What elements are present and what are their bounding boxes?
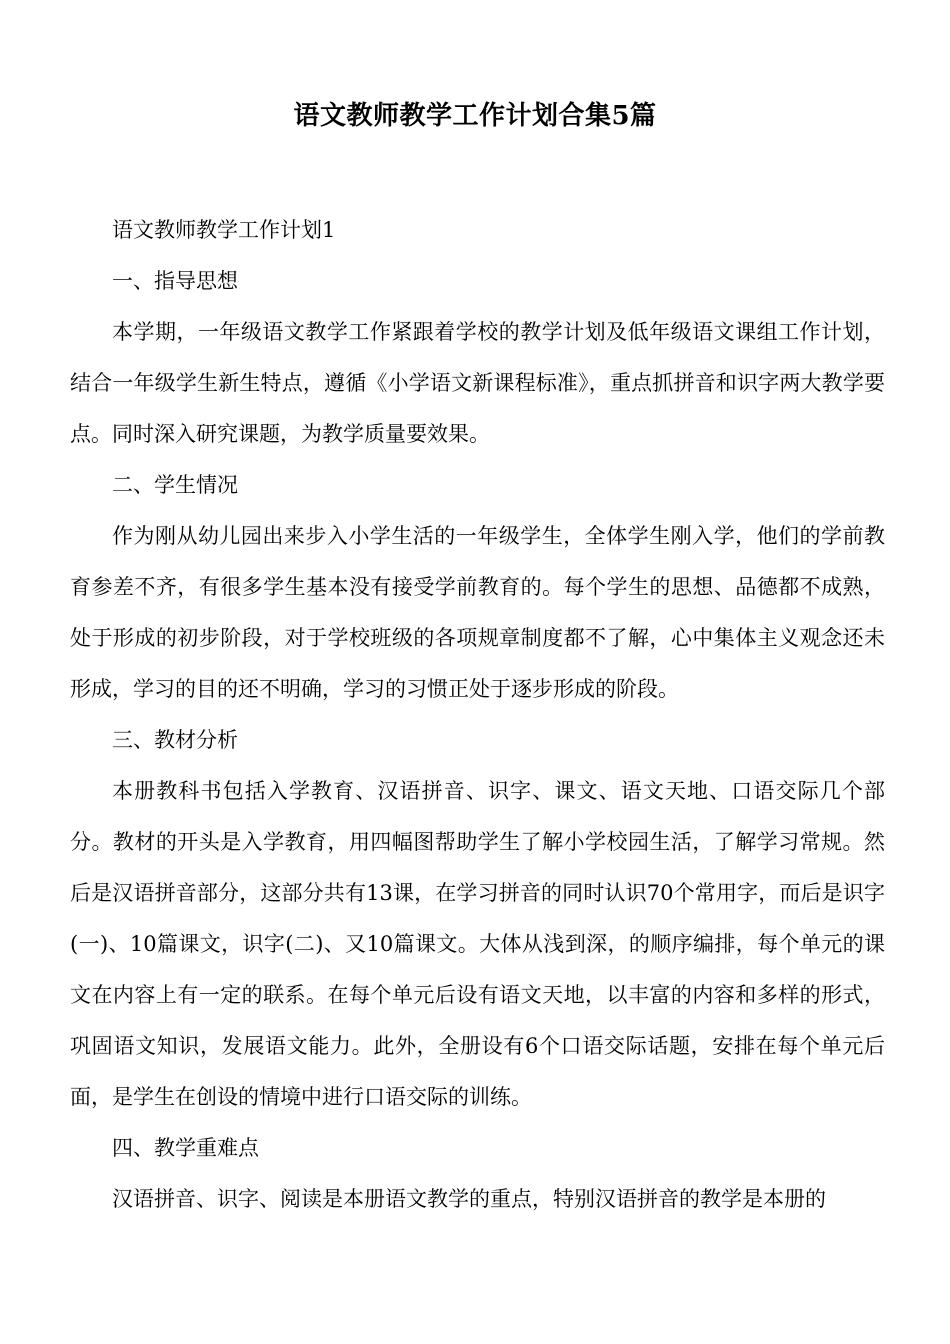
paragraph-textbook-analysis: 本册教科书包括入学教育、汉语拼音、识字、课文、语文天地、口语交际几个部分。教材的开头是入学教育，用四幅图帮助学生了解小学校园生活，了解学习常规。然后是汉语拼音部分，这部分共有13课，在学习拼音的同时认识70个常用字，而后是识字(一)、10篇课文，识字(二)、又10篇课文。大体从浅到深，的顺序编排，每个单元的课文在内容上有一定的联系。在每个单元后设有语文天地，以丰富的内容和多样的形式，巩固语文知识，发展语文能力。此外，全册设有6个口语交际话题，安排在每个单元后面，是学生在创设的情境中进行口语交际的训练。 bbox=[70, 779, 885, 1109]
section-heading-key-difficulties: 四、教学重难点 bbox=[112, 1136, 259, 1160]
paragraph-key-difficulties: 汉语拼音、识字、阅读是本册语文教学的重点，特别汉语拼音的教学是本册的 bbox=[112, 1187, 826, 1211]
section-heading-textbook-analysis: 三、教材分析 bbox=[112, 728, 238, 752]
section-heading-guiding-ideology: 一、指导思想 bbox=[112, 269, 238, 293]
section-heading-plan-1: 语文教师教学工作计划1 bbox=[112, 218, 336, 242]
paragraph-guiding-ideology: 本学期，一年级语文教学工作紧跟着学校的教学计划及低年级语文课组工作计划，结合一年级学生新生特点，遵循《小学语文新课程标准》，重点抓拼音和识字两大教学要点。同时深入研究课题，为教学质量要效果。 bbox=[70, 320, 885, 446]
section-heading-student-situation: 二、学生情况 bbox=[112, 473, 238, 497]
document-title: 语文教师教学工作计划合集5篇 bbox=[293, 101, 657, 131]
paragraph-student-situation: 作为刚从幼儿园出来步入小学生活的一年级学生，全体学生刚入学，他们的学前教育参差不齐，有很多学生基本没有接受学前教育的。每个学生的思想、品德都不成熟，处于形成的初步阶段，对于学校班级的各项规章制度都不了解，心中集体主义观念还未形成，学习的目的还不明确，学习的习惯正处于逐步形成的阶段。 bbox=[70, 524, 885, 701]
document-body bbox=[70, 205, 885, 1225]
